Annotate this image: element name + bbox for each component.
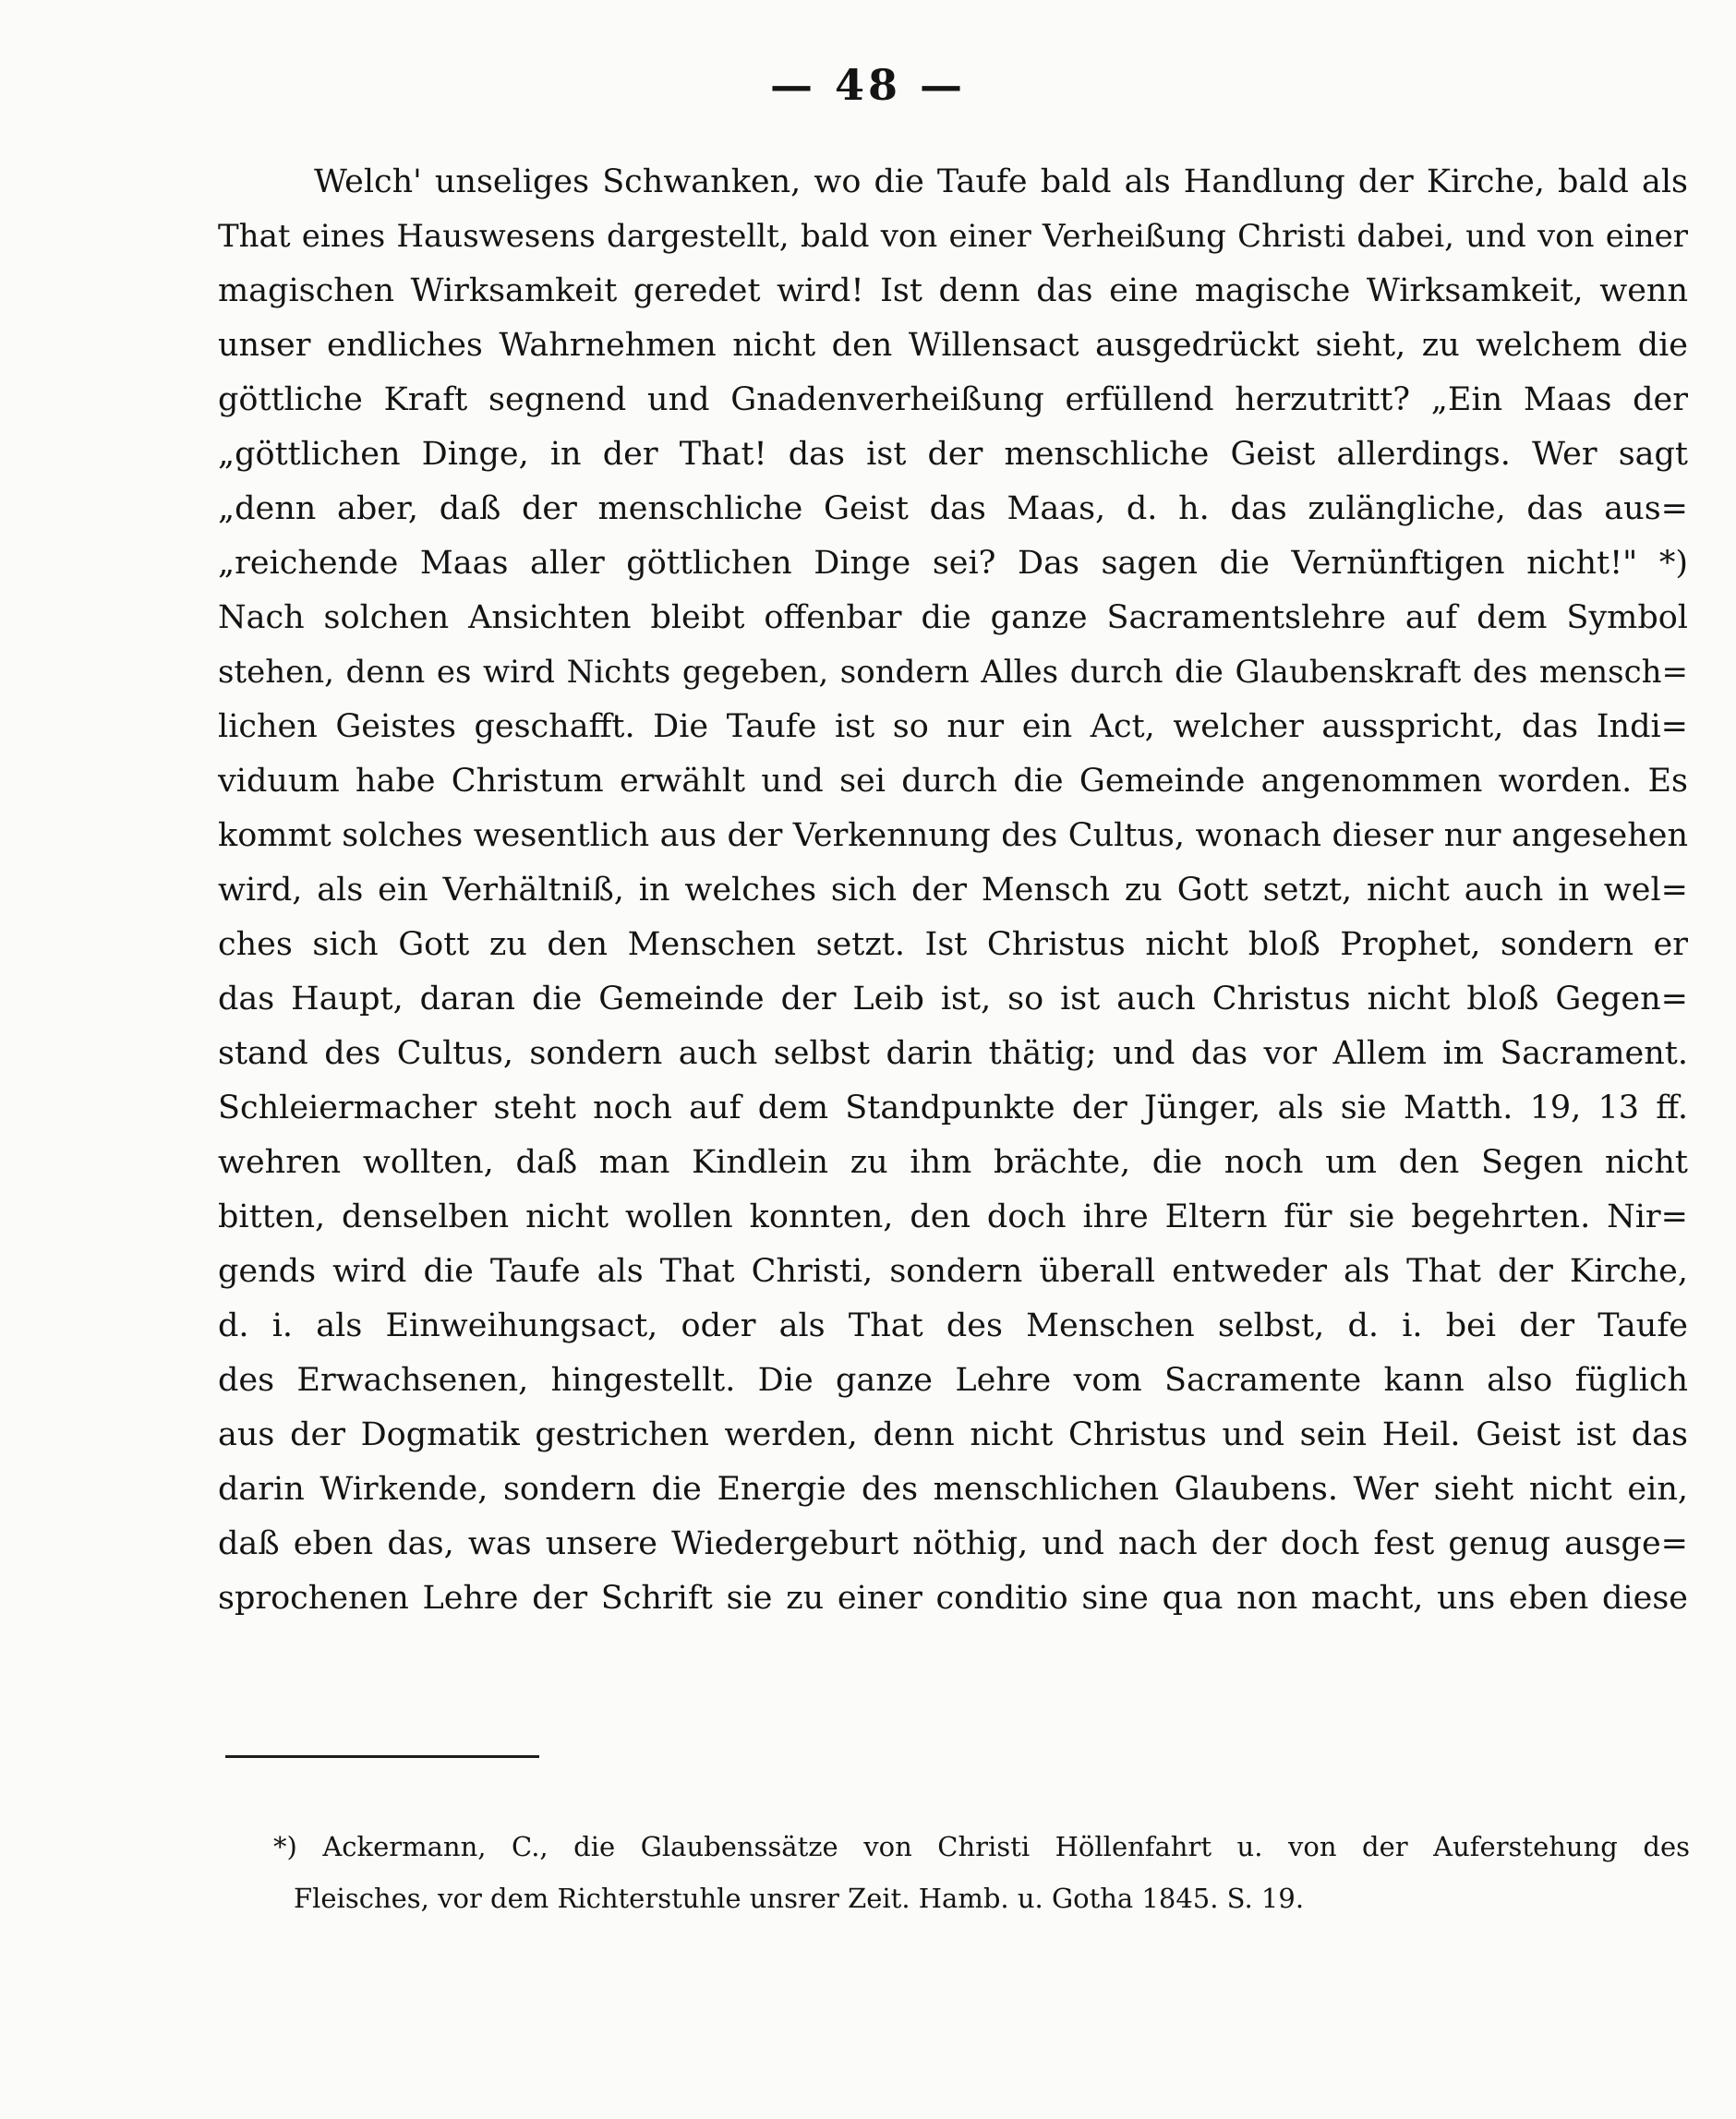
text-line: Nach solchen Ansichten bleibt offenbar die ganze Sacramentslehre auf dem Symbol bbox=[218, 599, 1688, 636]
text-line: Schleiermacher steht noch auf dem Standpunkte der Jünger, als sie Matth. 19, 13 ff. bbox=[218, 1090, 1688, 1126]
text-line: gends wird die Taufe als That Christi, sondern überall entweder als That der Kirche, bbox=[218, 1253, 1688, 1290]
text-line: darin Wirkende, sondern die Energie des menschlichen Glaubens. Wer sieht nicht ein, bbox=[218, 1471, 1688, 1508]
footnote-divider bbox=[225, 1755, 539, 1758]
body-text bbox=[218, 155, 1688, 1626]
text-line: kommt solches wesentlich aus der Verkennung des Cultus, wonach dieser nur angesehen bbox=[218, 817, 1688, 854]
text-line: stehen, denn es wird Nichts gegeben, sondern Alles durch die Glaubenskraft des mensch= bbox=[218, 654, 1688, 691]
text-line: aus der Dogmatik gestrichen werden, denn nicht Christus und sein Heil. Geist ist das bbox=[218, 1416, 1688, 1453]
text-line: daß eben das, was unsere Wiedergeburt nöthig, und nach der doch fest genug ausge= bbox=[218, 1525, 1688, 1562]
text-line: d. i. als Einweihungsact, oder als That des Menschen selbst, d. i. bei der Taufe bbox=[218, 1307, 1688, 1344]
text-line: wehren wollten, daß man Kindlein zu ihm brächte, die noch um den Segen nicht bbox=[218, 1144, 1688, 1181]
text-line: göttliche Kraft segnend und Gnadenverheißung erfüllend herzutritt? „Ein Maas der bbox=[218, 381, 1688, 418]
footnote bbox=[273, 1821, 1690, 1924]
text-line: „göttlichen Dinge, in der That! das ist der menschliche Geist allerdings. Wer sagt bbox=[218, 436, 1688, 473]
text-line: That eines Hauswesens dargestellt, bald von einer Verheißung Christi dabei, und von einer bbox=[218, 218, 1688, 255]
footnote-line: Fleisches, vor dem Richterstuhle unsrer Zeit. Hamb. u. Gotha 1845. S. 19. bbox=[294, 1883, 1305, 1914]
text-line: das Haupt, daran die Gemeinde der Leib ist, so ist auch Christus nicht bloß Gegen= bbox=[218, 981, 1688, 1017]
text-line: sprochenen Lehre der Schrift sie zu einer conditio sine qua non macht, uns eben diese bbox=[218, 1580, 1688, 1617]
text-line: Welch' unseliges Schwanken, wo die Taufe bald als Handlung der Kirche, bald als bbox=[314, 163, 1688, 200]
text-line: ches sich Gott zu den Menschen setzt. Ist Christus nicht bloß Prophet, sondern er bbox=[218, 926, 1688, 963]
text-line: stand des Cultus, sondern auch selbst darin thätig; und das vor Allem im Sacrament. bbox=[218, 1035, 1688, 1072]
text-line: „reichende Maas aller göttlichen Dinge sei? Das sagen die Vernünftigen nicht!" *) bbox=[218, 545, 1688, 582]
footnote-line: *) Ackermann, C., die Glaubenssätze von Christi Höllenfahrt u. von der Auferstehung des bbox=[273, 1831, 1690, 1862]
text-line: magischen Wirksamkeit geredet wird! Ist denn das eine magische Wirksamkeit, wenn bbox=[218, 272, 1688, 309]
page-number: — 48 — bbox=[769, 60, 967, 110]
text-line: wird, als ein Verhältniß, in welches sich der Mensch zu Gott setzt, nicht auch in wel= bbox=[218, 872, 1688, 909]
text-line: bitten, denselben nicht wollen konnten, den doch ihre Eltern für sie begehrten. Nir= bbox=[218, 1198, 1688, 1235]
text-line: lichen Geistes geschafft. Die Taufe ist so nur ein Act, welcher ausspricht, das Indi= bbox=[218, 708, 1688, 745]
text-line: des Erwachsenen, hingestellt. Die ganze Lehre vom Sacramente kann also füglich bbox=[218, 1362, 1688, 1399]
text-line: „denn aber, daß der menschliche Geist das Maas, d. h. das zulängliche, das aus= bbox=[218, 490, 1688, 527]
text-line: viduum habe Christum erwählt und sei durch die Gemeinde angenommen worden. Es bbox=[218, 763, 1688, 800]
text-line: unser endliches Wahrnehmen nicht den Willensact ausgedrückt sieht, zu welchem die bbox=[218, 327, 1688, 364]
